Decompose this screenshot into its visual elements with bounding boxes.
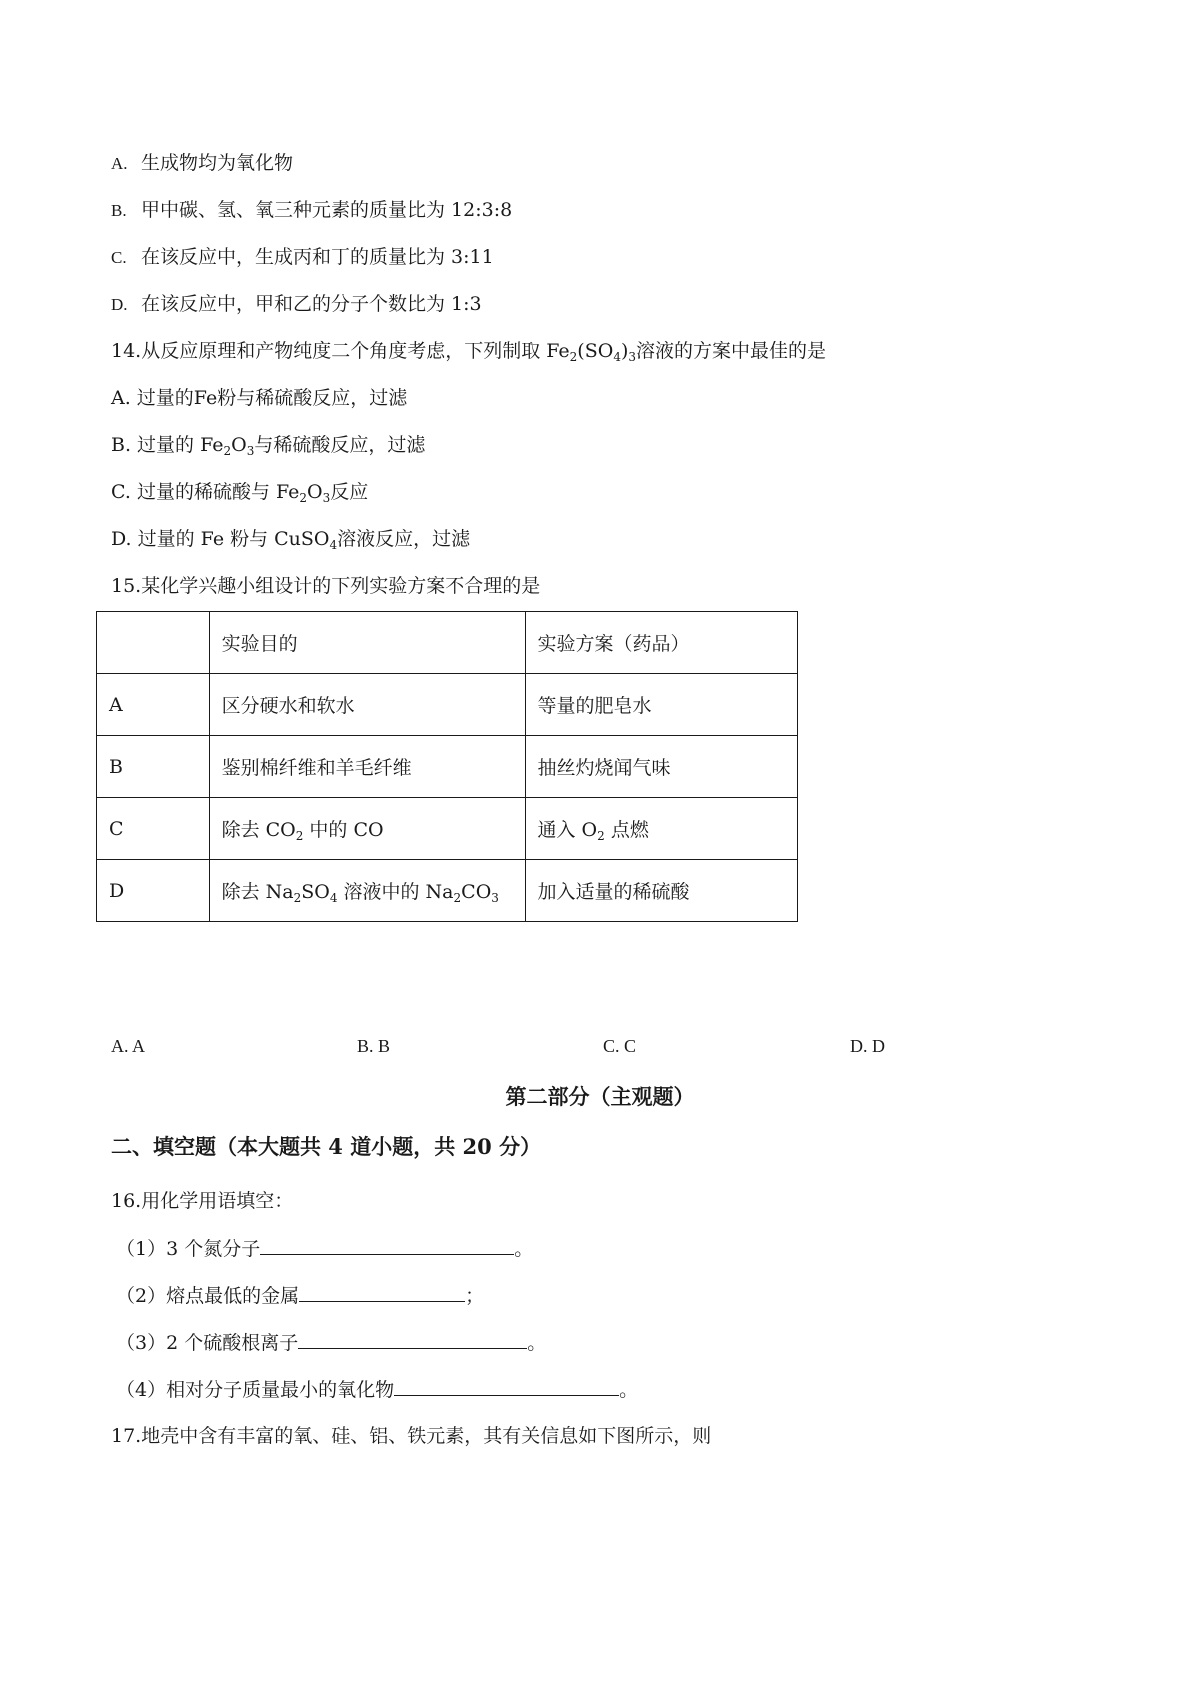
q16-item-1: （1）3 个氮分子 。	[116, 1235, 533, 1262]
option-letter: D.	[111, 295, 128, 314]
answer-choice-b: B. B	[357, 1036, 391, 1056]
table-cell: B	[97, 736, 210, 798]
table-cell: 除去 $Na_2SO_4$ 溶液中的 $Na_2CO_3$	[209, 860, 525, 922]
answer-blank	[298, 1329, 527, 1349]
table-cell: 区分硬水和软水	[209, 674, 525, 736]
option-text: 甲中碳、氢、氧三种元素的质量比为 12:3:8	[141, 199, 513, 221]
answer-choice-d: D. D	[850, 1036, 885, 1056]
option-text: 生成物均为氧化物	[141, 152, 294, 174]
q16-item-3: （3）2 个硫酸根离子 。	[116, 1329, 546, 1356]
answer-choice-a: A. A	[111, 1036, 146, 1056]
table-cell: C	[97, 798, 210, 860]
table-row	[97, 674, 798, 736]
q17-stem: 17.地壳中含有丰富的氧、硅、铝、铁元素，其有关信息如下图所示，则	[111, 1425, 712, 1447]
table-row	[97, 860, 798, 922]
answer-blank	[394, 1376, 619, 1396]
q14-option-c: C. 过量的稀硫酸与 $Fe_2O_3$反应	[111, 481, 369, 505]
option-letter: A.	[111, 154, 128, 173]
option-letter: C.	[111, 248, 127, 267]
q14-option-b: B. 过量的 $Fe_2O_3$与稀硫酸反应，过滤	[111, 434, 426, 458]
q14-stem: 14.从反应原理和产物纯度二个角度考虑，下列制取 $Fe_2(SO_4)_3$溶液的方案中最佳的是	[111, 340, 827, 364]
table-cell: A	[97, 674, 210, 736]
q14-option-a: A. 过量的Fe粉与稀硫酸反应，过滤	[111, 387, 408, 409]
option-text: 在该反应中，生成丙和丁的质量比为 3:11	[141, 246, 494, 268]
answer-choice-c: C. C	[603, 1036, 637, 1056]
option-letter: B.	[111, 201, 127, 220]
table-cell: 除去 $CO_2$ 中的 CO	[209, 798, 525, 860]
q16-item-4: （4）相对分子质量最小的氧化物 。	[116, 1376, 638, 1403]
q16-item-2: （2）熔点最低的金属 ；	[116, 1282, 484, 1309]
table-cell: 抽丝灼烧闻气味	[525, 736, 797, 798]
part-title: 第二部分（主观题）	[505, 1084, 695, 1109]
section-heading: 二、填空题（本大题共 4 道小题，共 20 分）	[111, 1134, 542, 1159]
q15-table	[96, 611, 798, 922]
answer-blank	[260, 1235, 514, 1255]
table-cell: 加入适量的稀硫酸	[525, 860, 797, 922]
table-cell: 实验方案（药品）	[525, 612, 797, 674]
table-header-row	[97, 612, 798, 674]
table-cell	[97, 612, 210, 674]
answer-blank	[299, 1282, 465, 1302]
table-cell: 等量的肥皂水	[525, 674, 797, 736]
table-cell: 通入 $O_2$ 点燃	[525, 798, 797, 860]
q14-option-d: D. 过量的 Fe 粉与 CuSO$_4$溶液反应，过滤	[111, 528, 471, 552]
option-text: 在该反应中，甲和乙的分子个数比为 1:3	[141, 293, 482, 315]
q13-option-c	[111, 244, 494, 271]
q13-option-d	[111, 291, 482, 318]
table-row	[97, 736, 798, 798]
q16-stem: 16.用化学用语填空：	[111, 1190, 294, 1212]
table-cell: 鉴别棉纤维和羊毛纤维	[209, 736, 525, 798]
table-cell: 实验目的	[209, 612, 525, 674]
q13-option-a	[111, 150, 293, 177]
q13-option-b	[111, 197, 512, 224]
q15-stem: 15.某化学兴趣小组设计的下列实验方案不合理的是	[111, 575, 541, 597]
table-row	[97, 798, 798, 860]
table-cell: D	[97, 860, 210, 922]
